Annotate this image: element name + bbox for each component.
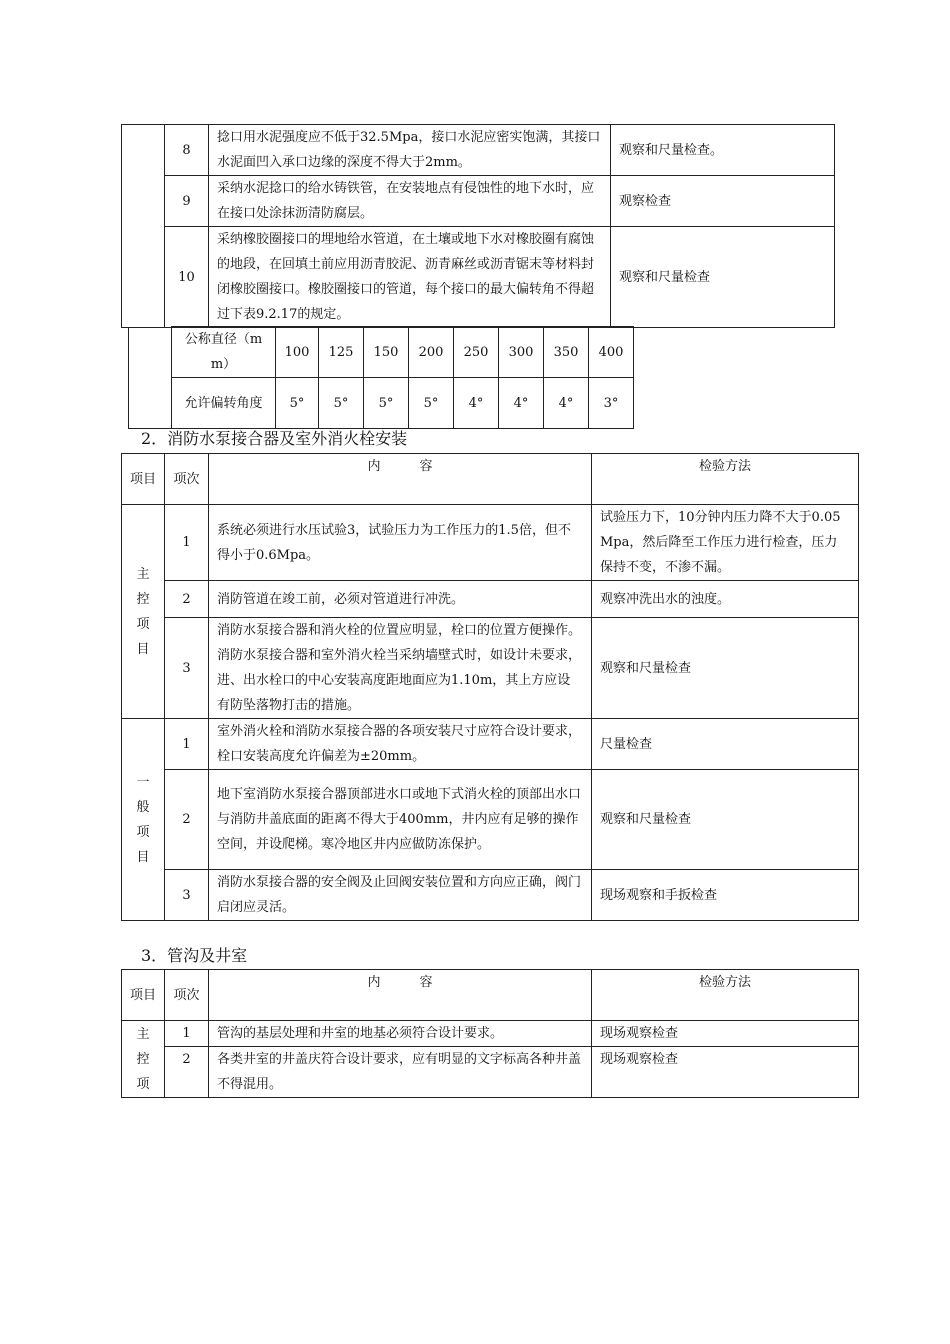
row-number: 1 — [165, 505, 209, 581]
requirement-text: 采纳水泥捻口的给水铸铁管，在安装地点有侵蚀性的地下水时，应在接口处涂抹沥清防腐层。 — [209, 176, 611, 227]
blank-cell — [129, 327, 172, 429]
angle-label: 允许偏转角度 — [172, 378, 276, 429]
diameter-label: 公称直径（mm） — [172, 327, 276, 378]
section-2-title: 2．消防水泵接合器及室外消火栓安装 — [141, 429, 408, 448]
row-number: 2 — [165, 1047, 209, 1098]
row-number: 2 — [165, 770, 209, 870]
table-row — [122, 618, 859, 719]
section-3-table — [121, 969, 859, 1098]
table-row — [122, 505, 859, 581]
section-2-table — [121, 453, 859, 921]
header-seq: 项次 — [165, 454, 209, 505]
requirement-text: 室外消火栓和消防水泵接合器的各项安装尺寸应符合设计要求，栓口安装高度允许偏差为±20mm。 — [209, 719, 592, 770]
diameter-value: 250 — [454, 327, 499, 378]
top-requirements-table — [121, 124, 835, 328]
angle-value: 5° — [364, 378, 409, 429]
inspection-method: 现场观察和手扳检查 — [592, 870, 859, 921]
angle-value: 5° — [276, 378, 319, 429]
header-content: 内 容 — [209, 454, 592, 505]
row-number: 8 — [165, 125, 209, 176]
section-3-title: 3．管沟及井室 — [141, 946, 248, 965]
angle-value: 3° — [589, 378, 634, 429]
requirement-text: 各类井室的井盖庆符合设计要求，应有明显的文字标高各种井盖不得混用。 — [209, 1047, 592, 1098]
angle-value: 4° — [499, 378, 544, 429]
table-row — [122, 870, 859, 921]
requirement-text: 系统必须进行水压试验3，试验压力为工作压力的1.5倍，但不得小于0.6Mpa。 — [209, 505, 592, 581]
diameter-value: 125 — [319, 327, 364, 378]
inspection-method: 现场观察检查 — [592, 1021, 859, 1047]
item-category-cell — [122, 125, 165, 328]
requirement-text: 地下室消防水泵接合器顶部进水口或地下式消火栓的顶部出水口与消防井盖底面的距离不得大于400mm，井内应有足够的操作空间，并设爬梯。寒冷地区井内应做防冻保护。 — [209, 770, 592, 870]
header-seq: 项次 — [165, 970, 209, 1021]
row-number: 3 — [165, 618, 209, 719]
requirement-text: 管沟的基层处理和井室的地基必须符合设计要求。 — [209, 1021, 592, 1047]
header-method: 检验方法 — [592, 454, 859, 505]
deflection-angle-table — [128, 326, 634, 429]
angle-value: 4° — [454, 378, 499, 429]
header-item: 项目 — [122, 970, 165, 1021]
general-item-label: 一般项目 — [122, 719, 165, 921]
inspection-method: 观察和尺量检查 — [592, 770, 859, 870]
row-number: 1 — [165, 719, 209, 770]
inspection-method: 现场观察检查 — [592, 1047, 859, 1098]
table-row — [122, 1047, 859, 1098]
inspection-method: 观察和尺量检查 — [592, 618, 859, 719]
row-number: 10 — [165, 227, 209, 328]
row-number: 2 — [165, 581, 209, 618]
requirement-text: 消防管道在竣工前，必须对管道进行冲洗。 — [209, 581, 592, 618]
row-number: 9 — [165, 176, 209, 227]
main-control-label: 主控项目 — [122, 505, 165, 719]
inspection-method: 尺量检查 — [592, 719, 859, 770]
inspection-method: 观察和尺量检查 — [611, 227, 835, 328]
table-row — [122, 581, 859, 618]
inspection-method: 试验压力下，10分钟内压力降不大于0.05Mpa，然后降至工作压力进行检查，压力保持不变，不渗不漏。 — [592, 505, 859, 581]
diameter-value: 150 — [364, 327, 409, 378]
main-control-label: 主控项 — [122, 1021, 165, 1098]
inspection-method: 观察和尺量检查。 — [611, 125, 835, 176]
diameter-row — [129, 327, 634, 378]
row-number: 3 — [165, 870, 209, 921]
requirement-text: 采纳橡胶圈接口的埋地给水管道，在土壤或地下水对橡胶圈有腐蚀的地段，在回填土前应用沥青胶泥、沥青麻丝或沥青锯末等材料封闭橡胶圈接口。橡胶圈接口的管道，每个接口的最大偏转角不得超过下表9.2.17的规定。 — [209, 227, 611, 328]
table-row — [122, 176, 835, 227]
header-content: 内 容 — [209, 970, 592, 1021]
table-row — [122, 227, 835, 328]
requirement-text: 消防水泵接合器的安全阀及止回阀安装位置和方向应正确，阀门启闭应灵活。 — [209, 870, 592, 921]
inspection-method: 观察检查 — [611, 176, 835, 227]
angle-value: 5° — [409, 378, 454, 429]
diameter-value: 350 — [544, 327, 589, 378]
header-method: 检验方法 — [592, 970, 859, 1021]
table-row — [122, 719, 859, 770]
table-row — [122, 125, 835, 176]
inspection-method: 观察冲洗出水的浊度。 — [592, 581, 859, 618]
row-number: 1 — [165, 1021, 209, 1047]
angle-row — [129, 378, 634, 429]
diameter-value: 200 — [409, 327, 454, 378]
table-header-row — [122, 454, 859, 505]
table-row — [122, 1021, 859, 1047]
diameter-value: 100 — [276, 327, 319, 378]
angle-value: 5° — [319, 378, 364, 429]
diameter-value: 400 — [589, 327, 634, 378]
requirement-text: 捻口用水泥强度应不低于32.5Mpa，接口水泥应密实饱满，其接口水泥面凹入承口边缘的深度不得大于2mm。 — [209, 125, 611, 176]
angle-value: 4° — [544, 378, 589, 429]
requirement-text: 消防水泵接合器和消火栓的位置应明显，栓口的位置方便操作。消防水泵接合器和室外消火栓当采纳墙壁式时，如设计未要求，进、出水栓口的中心安装高度距地面应为1.10m，其上方应设有防坠落物打击的措施。 — [209, 618, 592, 719]
diameter-value: 300 — [499, 327, 544, 378]
table-header-row — [122, 970, 859, 1021]
header-item: 项目 — [122, 454, 165, 505]
table-row — [122, 770, 859, 870]
